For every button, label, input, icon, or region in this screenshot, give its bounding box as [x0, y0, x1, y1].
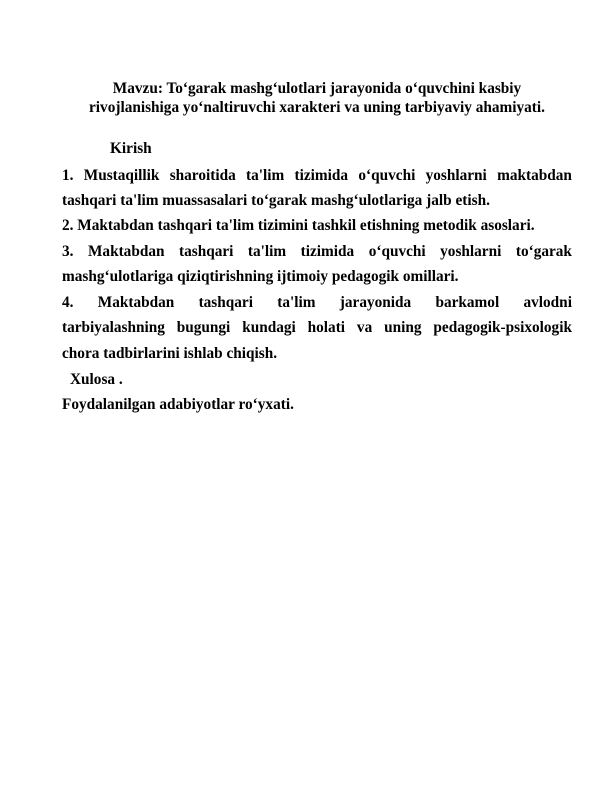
intro-heading: Kirish	[110, 140, 152, 157]
word: kundagi	[242, 319, 296, 336]
title-line-1: Mavzu: To‘garak mashg‘ulotlari jarayonida o‘quvchini kasbiy	[112, 80, 522, 97]
word: barkamol	[435, 294, 500, 311]
word: bugungi	[176, 319, 231, 336]
outline-item-1-line-2: tashqari ta'lim muassasalari to‘garak mashg‘ulotlariga jalb etish.	[62, 192, 490, 209]
outline-item-4-line-1	[62, 293, 572, 312]
outline-item-2: 2. Maktabdan tashqari ta'lim tizimini tashkil etishning metodik asoslari.	[62, 217, 535, 234]
outline-item-1-line-1	[62, 166, 572, 185]
document-title	[62, 79, 572, 117]
word: Maktabdan	[87, 243, 165, 260]
word: ta'lim	[277, 294, 316, 311]
word: jarayonida	[339, 294, 412, 311]
word: ta'lim	[246, 167, 285, 184]
word: o‘quvchi	[368, 243, 426, 260]
word: uning	[384, 319, 422, 336]
word: ta'lim	[247, 243, 287, 260]
word: Maktabdan	[97, 294, 175, 311]
word: tarbiyalashning	[62, 319, 165, 336]
references-heading: Foydalanilgan adabiyotlar ro‘yxati.	[62, 396, 294, 413]
word: holati	[307, 319, 346, 336]
word: 3.	[62, 243, 74, 260]
word: pedagogik-psixologik	[433, 319, 572, 336]
word: o‘quvchi	[358, 167, 416, 184]
word: 4.	[62, 294, 74, 311]
outline-item-3-line-2: mashg‘ulotlariga qiziqtirishning ijtimoiy pedagogik omillari.	[62, 268, 459, 285]
word: va	[356, 319, 373, 336]
outline-item-4-line-2	[62, 318, 572, 337]
outline-item-4-line-3: chora tadbirlarini ishlab chiqish.	[62, 345, 278, 362]
title-line-2: rivojlanishiga yo‘naltiruvchi xarakteri va uning tarbiyaviy ahamiyati.	[89, 99, 545, 116]
word: tashqari	[179, 243, 234, 260]
word: tizimida	[294, 167, 349, 184]
word: avlodni	[523, 294, 572, 311]
word: Mustaqillik	[83, 167, 160, 184]
word: yoshlarni	[425, 167, 487, 184]
word: tashqari	[198, 294, 253, 311]
word: sharoitida	[169, 167, 236, 184]
word: maktabdan	[497, 167, 572, 184]
word: 1.	[62, 167, 74, 184]
word: tizimida	[300, 243, 355, 260]
outline-item-3-line-1	[62, 242, 572, 261]
conclusion-heading: Xulosa .	[70, 371, 123, 388]
word: yoshlarni	[440, 243, 502, 260]
word: to‘garak	[515, 243, 572, 260]
